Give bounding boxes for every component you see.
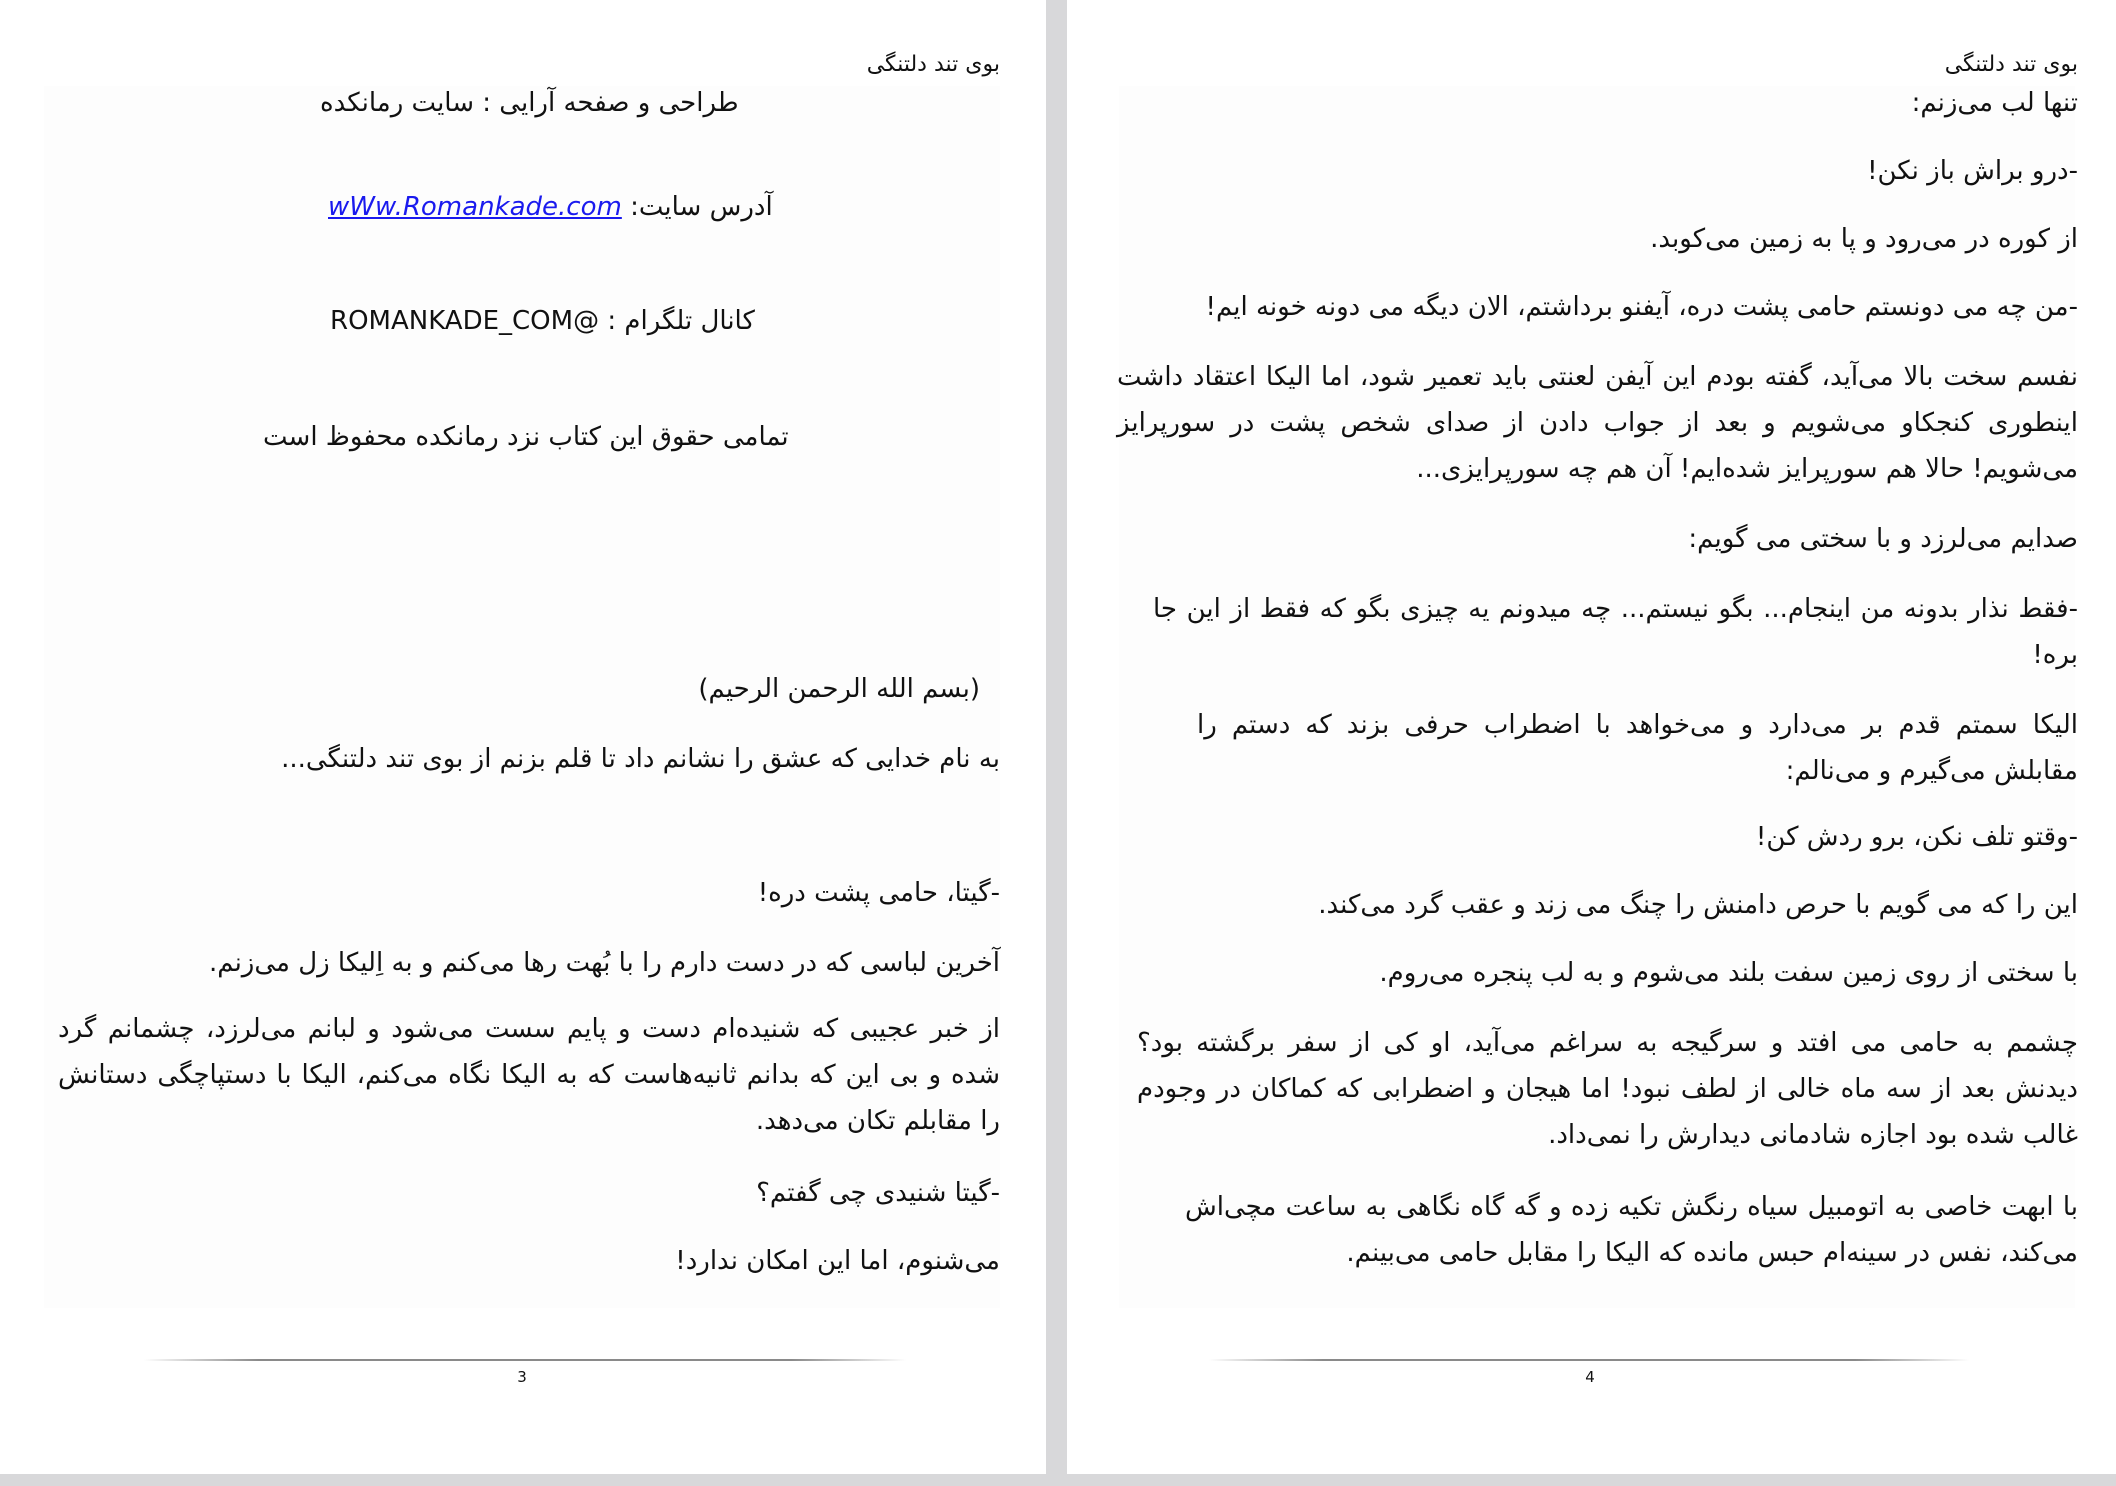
paragraph: نفسم سخت بالا می‌آید، گفته بودم این آیفن لعنتی باید تعمیر شود، اما الیکا اعتقاد داشت اینطوری کنجکاو می‌شویم و بعد از جواب دادن از صدای شخص پشت در سورپرایز می‌شویم! حالا هم سورپرایز شده‌ایم! آن هم چه سورپرایزی... [1117,362,2078,484]
page-number: 3 [517,1368,527,1386]
paragraph: با سختی از روی زمین سفت بلند می‌شوم و به لب پنجره می‌روم. [1379,958,2078,988]
paragraph: تنها لب می‌زنم: [1911,88,2078,118]
paragraph: -وقتو تلف نکن، برو ردش کن! [1755,822,2078,852]
footer-divider [1209,1359,1969,1361]
page-3 [0,0,1046,1474]
paragraph: -گیتا، حامی پشت دره! [757,878,1000,908]
page-gutter [1046,0,1067,1486]
running-header: بوی تند دلتنگی [866,52,1000,77]
paragraph: آخرین لباسی که در دست دارم را با بُهت رها می‌کنم و به اِلیکا زل می‌زنم. [209,948,1000,978]
paragraph: می‌شنوم، اما این امکان ندارد! [675,1246,1000,1276]
page-4 [1067,0,2116,1474]
viewer-background [0,1474,2116,1486]
paragraph: چشمم به حامی می افتد و سرگیجه به سراغم می‌آید، او کی از سفر برگشته بود؟ دیدنش بعد از سه ماه خالی از لطف نبود! اما هیجان و اضطرابی که کماکان در وجودم غالب شده بود اجازه شادمانی دیدارش را نمی‌داد. [1137,1028,2078,1150]
paragraph: با ابهت خاصی به اتومبیل سیاه رنگش تکیه زده و گه گاه نگاهی به ساعت مچی‌اش می‌کند، نفس در سینه‌ام حبس مانده که الیکا را مقابل حامی می‌بینم. [1185,1192,2078,1268]
paragraph: صدایم می‌لرزد و با سختی می گویم: [1688,524,2078,554]
bismillah: (بسم الله الرحمن الرحیم) [698,674,980,704]
copyright-notice: تمامی حقوق این کتاب نزد رمانکده محفوظ است [263,422,789,452]
page-number: 4 [1585,1368,1595,1386]
paragraph: از خبر عجیبی که شنیده‌ام دست و پایم سست می‌شود و لبانم می‌لرزد، چشمانم گرد شده و بی این که بدانم ثانیه‌هاست که به الیکا نگاه می‌کنم، الیکا با دستپاچگی دستانش را مقابلم تکان می‌دهد. [58,1014,1000,1136]
paragraph: الیکا سمتم قدم بر می‌دارد و می‌خواهد با اضطراب حرفی بزند که دستم را مقابلش می‌گیرم و می‌نالم: [1197,710,2078,786]
running-header: بوی تند دلتنگی [1944,52,2078,77]
paragraph: -من چه می دونستم حامی پشت دره، آیفنو برداشتم، الان دیگه می دونه خونه ایم! [1205,292,2078,322]
paragraph: به نام خدایی که عشق را نشانم داد تا قلم بزنم از بوی تند دلتنگی... [281,744,1000,774]
site-url-link[interactable]: wWw.Romankade.com [328,192,622,222]
paragraph: این را که می گویم با حرص دامنش را چنگ می زند و عقب گرد می‌کند. [1318,890,2078,920]
paragraph: -درو براش باز نکن! [1867,156,2078,186]
paragraph: -فقط نذار بدونه من اینجام... بگو نیستم... چه میدونم یه چیزی بگو که فقط از این جا بره! [1153,594,2078,670]
design-credit: طراحی و صفحه آرایی : سایت رمانکده [320,88,739,118]
site-address-line [328,192,773,222]
telegram-line [330,306,755,336]
paragraph: -گیتا شنیدی چی گفتم؟ [756,1178,1000,1208]
site-address-label: آدرس سایت: [630,192,773,222]
footer-divider [144,1359,906,1361]
telegram-label: کانال تلگرام : [607,306,755,336]
paragraph: از کوره در می‌رود و پا به زمین می‌کوبد. [1650,224,2078,254]
telegram-handle[interactable]: @ROMANKADE_COM [330,306,600,336]
